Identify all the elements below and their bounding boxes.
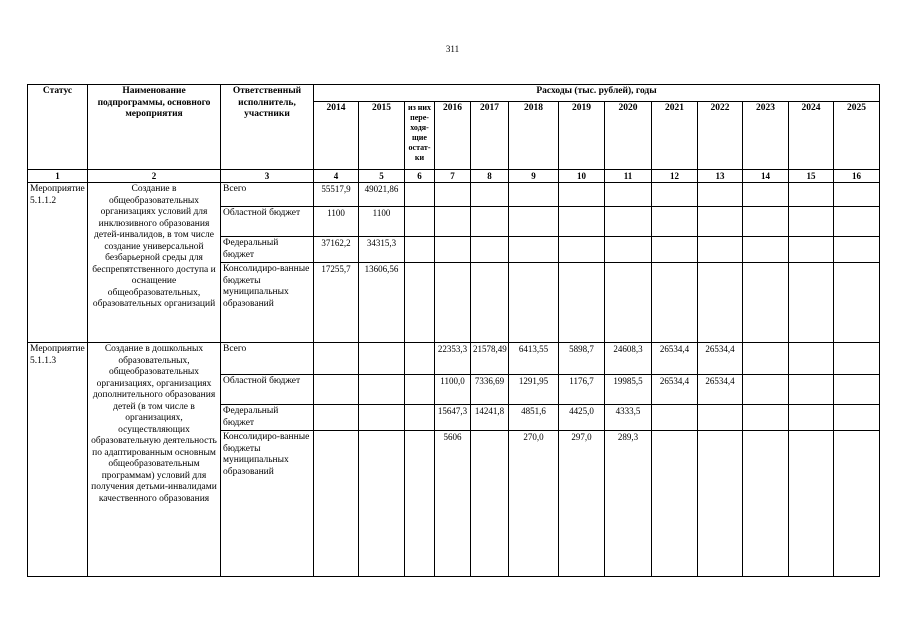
table-row bbox=[28, 343, 880, 375]
value-cell bbox=[471, 431, 509, 577]
header-year-3: 2016 bbox=[435, 102, 471, 170]
value-cell bbox=[559, 237, 605, 263]
value-cell bbox=[314, 343, 359, 375]
value-cell bbox=[405, 431, 435, 577]
header-year-4: 2017 bbox=[471, 102, 509, 170]
column-number-row bbox=[28, 170, 880, 183]
value-cell bbox=[743, 431, 789, 577]
column-number-10: 10 bbox=[559, 170, 605, 183]
activity-name: Создание в дошкольных образовательных, общеобразовательных организациях, организациях дополнительного образования детей (в том числе в организациях, осуществляющих образовательную деятельность по адаптированным основным общеобразовательным программам) условий для получения детьми-инвалидами качественного образования bbox=[88, 343, 221, 577]
column-number-5: 5 bbox=[359, 170, 405, 183]
value-cell bbox=[405, 237, 435, 263]
value-cell bbox=[789, 375, 834, 405]
budget-table bbox=[27, 84, 880, 577]
value-cell bbox=[698, 183, 743, 207]
header-year-7: 2020 bbox=[605, 102, 652, 170]
column-number-2: 2 bbox=[88, 170, 221, 183]
header-year-10: 2023 bbox=[743, 102, 789, 170]
value-cell bbox=[359, 343, 405, 375]
value-cell bbox=[743, 237, 789, 263]
value-cell bbox=[834, 343, 880, 375]
value-cell: 26534,4 bbox=[652, 375, 698, 405]
value-cell bbox=[559, 263, 605, 343]
value-cell: 21578,49 bbox=[471, 343, 509, 375]
value-cell bbox=[314, 375, 359, 405]
header-year-2: из них пере-ходя-щие остат-ки bbox=[405, 102, 435, 170]
value-cell: 1100 bbox=[314, 207, 359, 237]
responsible-cell: Федеральный бюджет bbox=[221, 237, 314, 263]
value-cell: 14241,8 bbox=[471, 405, 509, 431]
value-cell: 17255,7 bbox=[314, 263, 359, 343]
value-cell: 4851,6 bbox=[509, 405, 559, 431]
activity-status: Мероприятие 5.1.1.2 bbox=[28, 183, 88, 343]
value-cell: 19985,5 bbox=[605, 375, 652, 405]
value-cell bbox=[405, 183, 435, 207]
header-year-6: 2019 bbox=[559, 102, 605, 170]
value-cell: 1176,7 bbox=[559, 375, 605, 405]
value-cell bbox=[652, 263, 698, 343]
table-body bbox=[28, 170, 880, 577]
value-cell bbox=[605, 183, 652, 207]
value-cell bbox=[834, 375, 880, 405]
value-cell bbox=[743, 375, 789, 405]
header-year-12: 2025 bbox=[834, 102, 880, 170]
value-cell bbox=[789, 343, 834, 375]
value-cell bbox=[652, 183, 698, 207]
value-cell: 13606,56 bbox=[359, 263, 405, 343]
value-cell bbox=[652, 207, 698, 237]
value-cell bbox=[698, 405, 743, 431]
value-cell bbox=[698, 237, 743, 263]
column-number-16: 16 bbox=[834, 170, 880, 183]
value-cell bbox=[435, 263, 471, 343]
value-cell: 4425,0 bbox=[559, 405, 605, 431]
value-cell bbox=[559, 207, 605, 237]
value-cell bbox=[559, 183, 605, 207]
value-cell bbox=[605, 237, 652, 263]
value-cell bbox=[789, 263, 834, 343]
column-number-11: 11 bbox=[605, 170, 652, 183]
value-cell bbox=[359, 405, 405, 431]
value-cell bbox=[471, 237, 509, 263]
value-cell: 24608,3 bbox=[605, 343, 652, 375]
value-cell bbox=[471, 207, 509, 237]
value-cell bbox=[743, 207, 789, 237]
value-cell: 26534,4 bbox=[698, 375, 743, 405]
responsible-cell: Областной бюджет bbox=[221, 207, 314, 237]
header-year-9: 2022 bbox=[698, 102, 743, 170]
column-number-9: 9 bbox=[509, 170, 559, 183]
column-number-15: 15 bbox=[789, 170, 834, 183]
activity-status: Мероприятие 5.1.1.3 bbox=[28, 343, 88, 577]
value-cell bbox=[834, 237, 880, 263]
column-number-3: 3 bbox=[221, 170, 314, 183]
value-cell bbox=[789, 183, 834, 207]
value-cell: 49021,86 bbox=[359, 183, 405, 207]
value-cell bbox=[743, 263, 789, 343]
responsible-cell: Областной бюджет bbox=[221, 375, 314, 405]
value-cell bbox=[509, 207, 559, 237]
header-year-11: 2024 bbox=[789, 102, 834, 170]
value-cell bbox=[359, 431, 405, 577]
responsible-cell: Консолидиро-ванные бюджеты муниципальных образований bbox=[221, 263, 314, 343]
value-cell bbox=[698, 263, 743, 343]
value-cell bbox=[743, 343, 789, 375]
value-cell bbox=[834, 431, 880, 577]
value-cell bbox=[314, 405, 359, 431]
column-number-13: 13 bbox=[698, 170, 743, 183]
value-cell bbox=[405, 375, 435, 405]
value-cell bbox=[789, 207, 834, 237]
value-cell: 1291,95 bbox=[509, 375, 559, 405]
value-cell: 1100 bbox=[359, 207, 405, 237]
value-cell: 7336,69 bbox=[471, 375, 509, 405]
column-number-7: 7 bbox=[435, 170, 471, 183]
value-cell bbox=[698, 207, 743, 237]
value-cell bbox=[652, 237, 698, 263]
value-cell: 37162,2 bbox=[314, 237, 359, 263]
value-cell bbox=[314, 431, 359, 577]
column-number-14: 14 bbox=[743, 170, 789, 183]
value-cell: 1100,0 bbox=[435, 375, 471, 405]
value-cell bbox=[698, 431, 743, 577]
value-cell bbox=[789, 405, 834, 431]
value-cell bbox=[605, 207, 652, 237]
activity-name: Создание в общеобразовательных организациях условий для инклюзивного образования детей-инвалидов, в том числе создание универсальной безбарьерной среды для беспрепятственного доступа и оснащение общеобразовательных, образовательных организаций bbox=[88, 183, 221, 343]
value-cell bbox=[405, 207, 435, 237]
header-responsible: Ответственный исполнитель, участники bbox=[221, 85, 314, 170]
responsible-cell: Всего bbox=[221, 343, 314, 375]
header-year-8: 2021 bbox=[652, 102, 698, 170]
value-cell bbox=[435, 183, 471, 207]
value-cell bbox=[509, 237, 559, 263]
table-row bbox=[28, 183, 880, 207]
value-cell: 55517,9 bbox=[314, 183, 359, 207]
value-cell: 4333,5 bbox=[605, 405, 652, 431]
value-cell: 22353,3 bbox=[435, 343, 471, 375]
header-year-5: 2018 bbox=[509, 102, 559, 170]
value-cell bbox=[743, 405, 789, 431]
value-cell: 34315,3 bbox=[359, 237, 405, 263]
value-cell bbox=[435, 207, 471, 237]
value-cell bbox=[359, 375, 405, 405]
value-cell: 270,0 bbox=[509, 431, 559, 577]
value-cell bbox=[789, 431, 834, 577]
value-cell: 6413,55 bbox=[509, 343, 559, 375]
value-cell bbox=[405, 263, 435, 343]
value-cell bbox=[834, 183, 880, 207]
value-cell: 289,3 bbox=[605, 431, 652, 577]
value-cell: 15647,3 bbox=[435, 405, 471, 431]
value-cell bbox=[471, 183, 509, 207]
value-cell bbox=[652, 405, 698, 431]
value-cell: 5898,7 bbox=[559, 343, 605, 375]
value-cell bbox=[652, 431, 698, 577]
value-cell bbox=[605, 263, 652, 343]
responsible-cell: Консолидиро-ванные бюджеты муниципальных образований bbox=[221, 431, 314, 577]
value-cell bbox=[435, 237, 471, 263]
responsible-cell: Федеральный бюджет bbox=[221, 405, 314, 431]
header-year-1: 2015 bbox=[359, 102, 405, 170]
value-cell bbox=[789, 237, 834, 263]
value-cell: 5606 bbox=[435, 431, 471, 577]
value-cell bbox=[834, 405, 880, 431]
page-number: 311 bbox=[445, 44, 460, 54]
value-cell bbox=[743, 183, 789, 207]
header-expenses: Расходы (тыс. рублей), годы bbox=[314, 85, 880, 102]
column-number-8: 8 bbox=[471, 170, 509, 183]
value-cell bbox=[509, 183, 559, 207]
value-cell: 26534,4 bbox=[652, 343, 698, 375]
column-number-6: 6 bbox=[405, 170, 435, 183]
column-number-1: 1 bbox=[28, 170, 88, 183]
header-year-0: 2014 bbox=[314, 102, 359, 170]
column-number-4: 4 bbox=[314, 170, 359, 183]
value-cell bbox=[471, 263, 509, 343]
value-cell bbox=[834, 263, 880, 343]
value-cell: 26534,4 bbox=[698, 343, 743, 375]
header-status: Статус bbox=[28, 85, 88, 170]
value-cell bbox=[834, 207, 880, 237]
value-cell bbox=[509, 263, 559, 343]
value-cell: 297,0 bbox=[559, 431, 605, 577]
column-number-12: 12 bbox=[652, 170, 698, 183]
value-cell bbox=[405, 343, 435, 375]
responsible-cell: Всего bbox=[221, 183, 314, 207]
header-name: Наименование подпрограммы, основного мероприятия bbox=[88, 85, 221, 170]
value-cell bbox=[405, 405, 435, 431]
